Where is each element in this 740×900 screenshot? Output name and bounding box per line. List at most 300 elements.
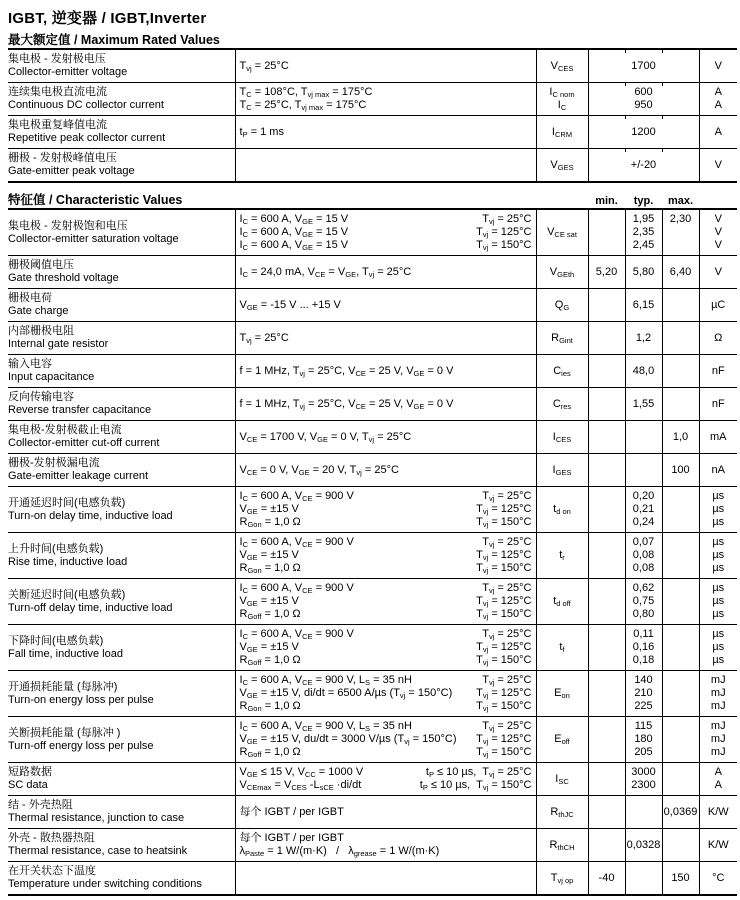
text-line: $R_{Gint}$	[551, 331, 573, 345]
conditions	[240, 365, 532, 378]
text-line: $V_{CE sat}$	[547, 226, 577, 239]
text-line: 115	[634, 720, 653, 732]
symbol	[538, 365, 587, 378]
param-name-cell	[8, 829, 235, 862]
conditions	[240, 582, 532, 621]
symbol	[538, 299, 587, 312]
max-value	[664, 549, 698, 562]
text-line	[664, 299, 698, 312]
conditions	[240, 266, 532, 279]
text-line: $V_{CES}$	[550, 59, 574, 73]
unit-cell	[699, 421, 737, 454]
text-line	[590, 503, 624, 516]
text-line: $T_{vj} = 25^\circ C$	[239, 59, 289, 73]
param-name-en: Fall time, inductive load	[8, 647, 123, 660]
text-line: µs	[712, 608, 725, 620]
symbol-cell	[536, 116, 588, 149]
typ-value	[627, 398, 661, 411]
text-line: $I_C = 600$ A, $V_{CE} = 900$ V, $L_S = 35$ nH	[239, 720, 412, 733]
text-line: $T_{vj} = 125^\circ C$	[476, 687, 532, 700]
param-name-en: Repetitive peak collector current	[8, 132, 166, 144]
min-value	[590, 733, 624, 746]
unit-cell	[699, 116, 737, 149]
conditions-right	[420, 766, 532, 792]
param-name	[8, 86, 231, 112]
unit-cell	[699, 862, 737, 896]
text-line: 0,24	[632, 516, 655, 528]
conditions-cell	[235, 533, 536, 579]
text-line	[664, 641, 698, 654]
text-line: $R_{Gon} = 1,0$ Ω	[239, 700, 301, 713]
symbol	[538, 226, 587, 239]
param-name-zh: 集电极 - 发射极饱和电压	[8, 219, 128, 232]
conditions	[240, 159, 532, 172]
text-line: $V_{GES}$	[550, 158, 574, 172]
text-line: µs	[712, 516, 725, 528]
symbol	[538, 872, 587, 885]
param-name-zh: 结 - 外壳热阻	[8, 799, 73, 811]
table-row	[8, 717, 737, 763]
symbol	[538, 641, 587, 654]
param-name	[8, 457, 231, 483]
typ-value-cell	[625, 487, 662, 533]
text-line: $T_{vj} = 25^\circ C$	[482, 536, 532, 549]
text-line: µs	[712, 628, 725, 640]
unit	[701, 766, 737, 792]
unit-cell	[699, 717, 737, 763]
param-name	[8, 53, 231, 79]
table-row	[8, 421, 737, 454]
max-value-cell	[662, 717, 699, 763]
min-value	[590, 687, 624, 700]
min-value-cell	[588, 533, 625, 579]
text-line: $I_C = 600$ A, $V_{CE} = 900$ V	[239, 490, 354, 503]
text-line	[664, 839, 698, 852]
typ-value-cell	[625, 829, 662, 862]
text-line: V	[714, 59, 722, 72]
text-line: 0,11	[633, 628, 654, 640]
symbol-cell	[536, 149, 588, 183]
characteristic-values-heading: 特征值 / Characteristic Values	[8, 193, 183, 207]
symbol-cell	[536, 83, 588, 116]
typ-value	[627, 299, 661, 312]
text-line: 1,2	[635, 331, 652, 344]
symbol-cell	[536, 355, 588, 388]
text-line: 0,0328	[626, 838, 661, 851]
text-line	[664, 687, 698, 700]
max-value-cell	[662, 533, 699, 579]
min-value-cell	[588, 625, 625, 671]
text-line: $T_{vj} = 150^\circ C$	[476, 562, 532, 575]
conditions-left	[240, 536, 354, 575]
conditions	[240, 464, 532, 477]
unit	[701, 464, 737, 477]
text-line: $I_{CRM}$	[551, 125, 573, 139]
param-name-cell	[8, 322, 235, 355]
unit	[701, 213, 737, 252]
text-line: $E_{off}$	[554, 733, 570, 746]
text-line: nA	[711, 463, 725, 476]
text-line: A	[714, 99, 722, 111]
unit	[701, 582, 737, 621]
max-value-cell	[662, 322, 699, 355]
max-rated-values-heading: 最大额定值 / Maximum Rated Values	[8, 33, 220, 47]
text-line: $V_{GE} \le 15$ V, $V_{CC} = 1000$ V	[239, 766, 364, 779]
text-line: $R_{Goff} = 1,0$ Ω	[239, 654, 301, 667]
text-line: 6,40	[669, 265, 692, 278]
text-line: $V_{GEth}$	[549, 265, 575, 279]
param-name	[8, 635, 231, 661]
conditions	[240, 213, 532, 252]
text-line	[590, 299, 624, 312]
min-value-cell	[588, 388, 625, 421]
text-line: 2300	[631, 779, 656, 791]
conditions	[240, 628, 532, 667]
text-line	[590, 332, 624, 345]
min-value	[590, 839, 624, 852]
text-line: mJ	[710, 720, 726, 732]
table-row	[8, 487, 737, 533]
text-line: V	[714, 213, 722, 225]
text-line: °C	[712, 871, 725, 884]
table-row	[8, 829, 737, 862]
conditions-right	[476, 674, 531, 713]
min-value-cell	[588, 862, 625, 896]
conditions-left	[240, 720, 457, 759]
symbol-cell	[536, 454, 588, 487]
text-line: $T_{vj} = 125^\circ C$	[476, 226, 532, 239]
typ-value	[627, 490, 661, 529]
conditions-cell	[235, 829, 536, 862]
text-line: µs	[712, 562, 725, 574]
typ-value	[627, 839, 661, 852]
param-name-cell	[8, 388, 235, 421]
table-row	[8, 763, 737, 796]
conditions-cell	[235, 454, 536, 487]
text-line: K/W	[707, 805, 729, 818]
max-value	[664, 641, 698, 654]
typ-value	[627, 213, 661, 252]
text-line	[627, 431, 661, 444]
param-name-zh: 集电极 - 发射极电压	[8, 53, 106, 65]
param-name-cell	[8, 49, 235, 83]
param-name-cell	[8, 487, 235, 533]
max-value-cell	[662, 487, 699, 533]
conditions-left	[240, 766, 364, 792]
min-value-cell	[588, 671, 625, 717]
param-name	[8, 543, 231, 569]
typ-value-cell	[625, 256, 662, 289]
max-rated-values-table	[8, 48, 737, 183]
min-value	[590, 266, 624, 279]
text-line: mJ	[710, 733, 726, 745]
max-value-cell	[662, 862, 699, 896]
characteristic-values-table	[8, 208, 737, 896]
unit-cell	[699, 256, 737, 289]
conditions-cell	[235, 209, 536, 256]
max-column-header: max.	[667, 195, 694, 207]
text-line: $V_{GE} = \pm 15$ V, du/dt = 3000 V/µs $(T_{vj} = 150^\circ C)$	[239, 733, 457, 746]
table-row	[8, 49, 737, 83]
param-name-zh: 反向传输电容	[8, 391, 74, 403]
text-line	[627, 464, 661, 477]
text-line: $T_{vj} = 25^\circ C$	[482, 720, 532, 733]
rated-value-cell	[588, 116, 699, 149]
typ-value	[627, 582, 661, 621]
max-value-cell	[662, 421, 699, 454]
symbol-cell	[536, 388, 588, 421]
unit-cell	[699, 763, 737, 796]
param-name-zh: 栅极阈值电压	[8, 259, 74, 271]
text-line	[664, 773, 698, 786]
text-line	[590, 549, 624, 562]
param-name	[8, 292, 231, 318]
param-name-zh: 内部栅极电阻	[8, 325, 74, 337]
text-line: $T_C = 108^\circ C$, $T_{vj max} = 175^\circ C$	[239, 86, 373, 99]
param-name-cell	[8, 862, 235, 896]
text-line: 0,16	[632, 641, 655, 653]
min-value	[590, 503, 624, 516]
unit-cell	[699, 454, 737, 487]
param-name	[8, 766, 231, 792]
param-name-en: Rise time, inductive load	[8, 555, 128, 568]
text-line: $T_{vj} = 150^\circ C$	[476, 654, 532, 667]
param-name-cell	[8, 717, 235, 763]
text-line: nF	[711, 397, 725, 410]
text-line: 0,0369	[663, 805, 698, 818]
max-value-cell	[662, 388, 699, 421]
conditions-cell	[235, 796, 536, 829]
min-value	[590, 464, 624, 477]
param-name-zh: 输入电容	[8, 358, 52, 370]
text-line: $I_C = 600$ A, $V_{CE} = 900$ V	[239, 536, 354, 549]
param-name-zh: 集电极重复峰值电流	[8, 119, 107, 131]
text-line: $V_{GE} = \pm 15$ V, di/dt = 6500 A/µs $(T_{vj} = 150^\circ C)$	[239, 687, 453, 700]
text-line: $I_{C nom}$	[549, 86, 575, 99]
typ-value	[627, 806, 661, 819]
text-line: µs	[712, 490, 725, 502]
text-line: Ω	[714, 331, 723, 344]
max-value	[664, 773, 698, 786]
conditions	[240, 806, 532, 819]
min-value	[590, 641, 624, 654]
param-name	[8, 391, 231, 417]
symbol	[538, 773, 587, 786]
text-line	[590, 365, 624, 378]
conditions-cell	[235, 487, 536, 533]
table-row	[8, 454, 737, 487]
rated-value	[590, 159, 698, 172]
text-line: $T_{vj} = 25^\circ C$	[482, 582, 532, 595]
text-line: mA	[710, 430, 727, 443]
text-line: µC	[711, 298, 726, 311]
text-line: 180	[634, 733, 653, 745]
param-name-cell	[8, 421, 235, 454]
unit-cell	[699, 487, 737, 533]
text-line: 48,0	[632, 364, 655, 377]
text-line: 3000	[631, 766, 656, 778]
conditions-cell	[235, 388, 536, 421]
symbol	[538, 86, 587, 112]
param-name-en: Turn-on energy loss per pulse	[8, 693, 154, 706]
text-line: 0,07	[632, 536, 655, 548]
conditions-cell	[235, 671, 536, 717]
typ-value	[627, 628, 661, 667]
param-name-en: Internal gate resistor	[8, 338, 109, 350]
text-line: µs	[712, 549, 725, 561]
text-line: 6,15	[632, 298, 655, 311]
symbol-cell	[536, 421, 588, 454]
text-line: 1,95	[632, 213, 655, 225]
conditions	[240, 766, 532, 792]
text-line: 1200	[631, 125, 656, 138]
unit	[701, 299, 737, 312]
typ-value-cell	[625, 209, 662, 256]
param-name-en: Thermal resistance, case to heatsink	[8, 845, 188, 857]
param-name-en: Turn-off delay time, inductive load	[8, 601, 173, 614]
param-name-cell	[8, 256, 235, 289]
conditions	[240, 332, 532, 345]
min-value-cell	[588, 796, 625, 829]
max-value-cell	[662, 579, 699, 625]
symbol-cell	[536, 671, 588, 717]
symbol	[538, 595, 587, 608]
table-row	[8, 796, 737, 829]
symbol-cell	[536, 763, 588, 796]
min-value-cell	[588, 209, 625, 256]
text-line: 5,80	[632, 265, 655, 278]
min-value	[590, 299, 624, 312]
param-name	[8, 727, 231, 753]
text-line: -40	[598, 871, 615, 884]
text-line: 2,30	[669, 213, 692, 225]
conditions-cell	[235, 116, 536, 149]
text-line: $I_C$	[557, 99, 567, 112]
text-line: f = 1 MHz, $T_{vj} = 25^\circ C$, $V_{CE} = 25$ V, $V_{GE} = 0$ V	[239, 364, 454, 378]
table-row	[8, 149, 737, 183]
typ-value	[627, 766, 661, 792]
text-line: $t_P \le 10$ µs, $T_{vj} = 25^\circ C$	[425, 766, 532, 779]
symbol-cell	[536, 256, 588, 289]
text-line: $T_C = 25^\circ C$, $T_{vj max} = 175^\circ C$	[239, 99, 367, 112]
param-name-cell	[8, 671, 235, 717]
unit-cell	[699, 289, 737, 322]
unit-cell	[699, 579, 737, 625]
symbol-cell	[536, 579, 588, 625]
param-name-cell	[8, 116, 235, 149]
conditions-cell	[235, 625, 536, 671]
text-line: $I_{SC}$	[555, 772, 569, 786]
max-value-cell	[662, 256, 699, 289]
conditions-cell	[235, 579, 536, 625]
symbol	[538, 398, 587, 411]
symbol	[538, 60, 587, 73]
text-line: $I_C = 600$ A, $V_{GE} = 15$ V	[239, 226, 349, 239]
table-row	[8, 209, 737, 256]
param-name-en: Gate threshold voltage	[8, 272, 119, 284]
typ-value-cell	[625, 454, 662, 487]
text-line: $V_{GE} = \pm 15$ V	[239, 641, 299, 654]
text-line: $T_{vj} = 150^\circ C$	[476, 239, 532, 252]
unit	[701, 872, 737, 885]
typ-value	[627, 431, 661, 444]
param-name-cell	[8, 625, 235, 671]
param-name-zh: 栅极 - 发射极峰值电压	[8, 152, 117, 164]
text-line: 1,55	[632, 397, 655, 410]
max-value-cell	[662, 625, 699, 671]
typ-value-cell	[625, 763, 662, 796]
text-line: $T_{vj} = 25^\circ C$	[482, 628, 532, 641]
unit	[701, 266, 737, 279]
text-line	[240, 159, 532, 172]
unit	[701, 720, 737, 759]
param-name-zh: 短路数据	[8, 766, 52, 778]
text-line: 1,0	[672, 430, 689, 443]
text-line	[590, 595, 624, 608]
max-value-cell	[662, 209, 699, 256]
max-value-cell	[662, 829, 699, 862]
table-row	[8, 625, 737, 671]
min-value	[590, 773, 624, 786]
text-line	[627, 806, 661, 819]
typ-value-cell	[625, 796, 662, 829]
text-line	[664, 226, 698, 239]
param-name-en: Gate-emitter peak voltage	[8, 165, 135, 177]
min-value	[590, 872, 624, 885]
text-line: 0,75	[632, 595, 655, 607]
param-name-cell	[8, 289, 235, 322]
symbol	[538, 549, 587, 562]
symbol-cell	[536, 322, 588, 355]
typ-value	[627, 536, 661, 575]
text-line: $T_{vj} = 25^\circ C$	[482, 674, 532, 687]
table-row	[8, 671, 737, 717]
text-line: $R_{Gon} = 1,0$ Ω	[239, 562, 301, 575]
max-value	[664, 398, 698, 411]
symbol	[538, 126, 587, 139]
text-line: mJ	[710, 746, 726, 758]
text-line: µs	[712, 503, 725, 515]
text-line: $I_C = 600$ A, $V_{CE} = 900$ V	[239, 628, 354, 641]
text-line	[664, 398, 698, 411]
text-line: K/W	[707, 838, 729, 851]
text-line: µs	[712, 595, 725, 607]
conditions-cell	[235, 763, 536, 796]
unit-cell	[699, 322, 737, 355]
min-value-cell	[588, 256, 625, 289]
text-line: $I_{CES}$	[552, 430, 572, 444]
unit-cell	[699, 209, 737, 256]
unit	[701, 431, 737, 444]
min-value-cell	[588, 717, 625, 763]
text-line: 600	[634, 86, 653, 98]
unit	[701, 332, 737, 345]
typ-value	[627, 266, 661, 279]
param-name-en: Thermal resistance, junction to case	[8, 812, 185, 824]
table-row	[8, 289, 737, 322]
conditions-right	[476, 720, 531, 759]
typ-value-cell	[625, 579, 662, 625]
unit-cell	[699, 49, 737, 83]
conditions-right	[476, 536, 531, 575]
text-line: 5,20	[595, 265, 618, 278]
symbol	[538, 687, 587, 700]
conditions	[240, 872, 532, 885]
conditions-cell	[235, 421, 536, 454]
typ-value-cell	[625, 388, 662, 421]
text-line: $R_{thJC}$	[550, 805, 574, 819]
text-line: V	[714, 226, 722, 238]
